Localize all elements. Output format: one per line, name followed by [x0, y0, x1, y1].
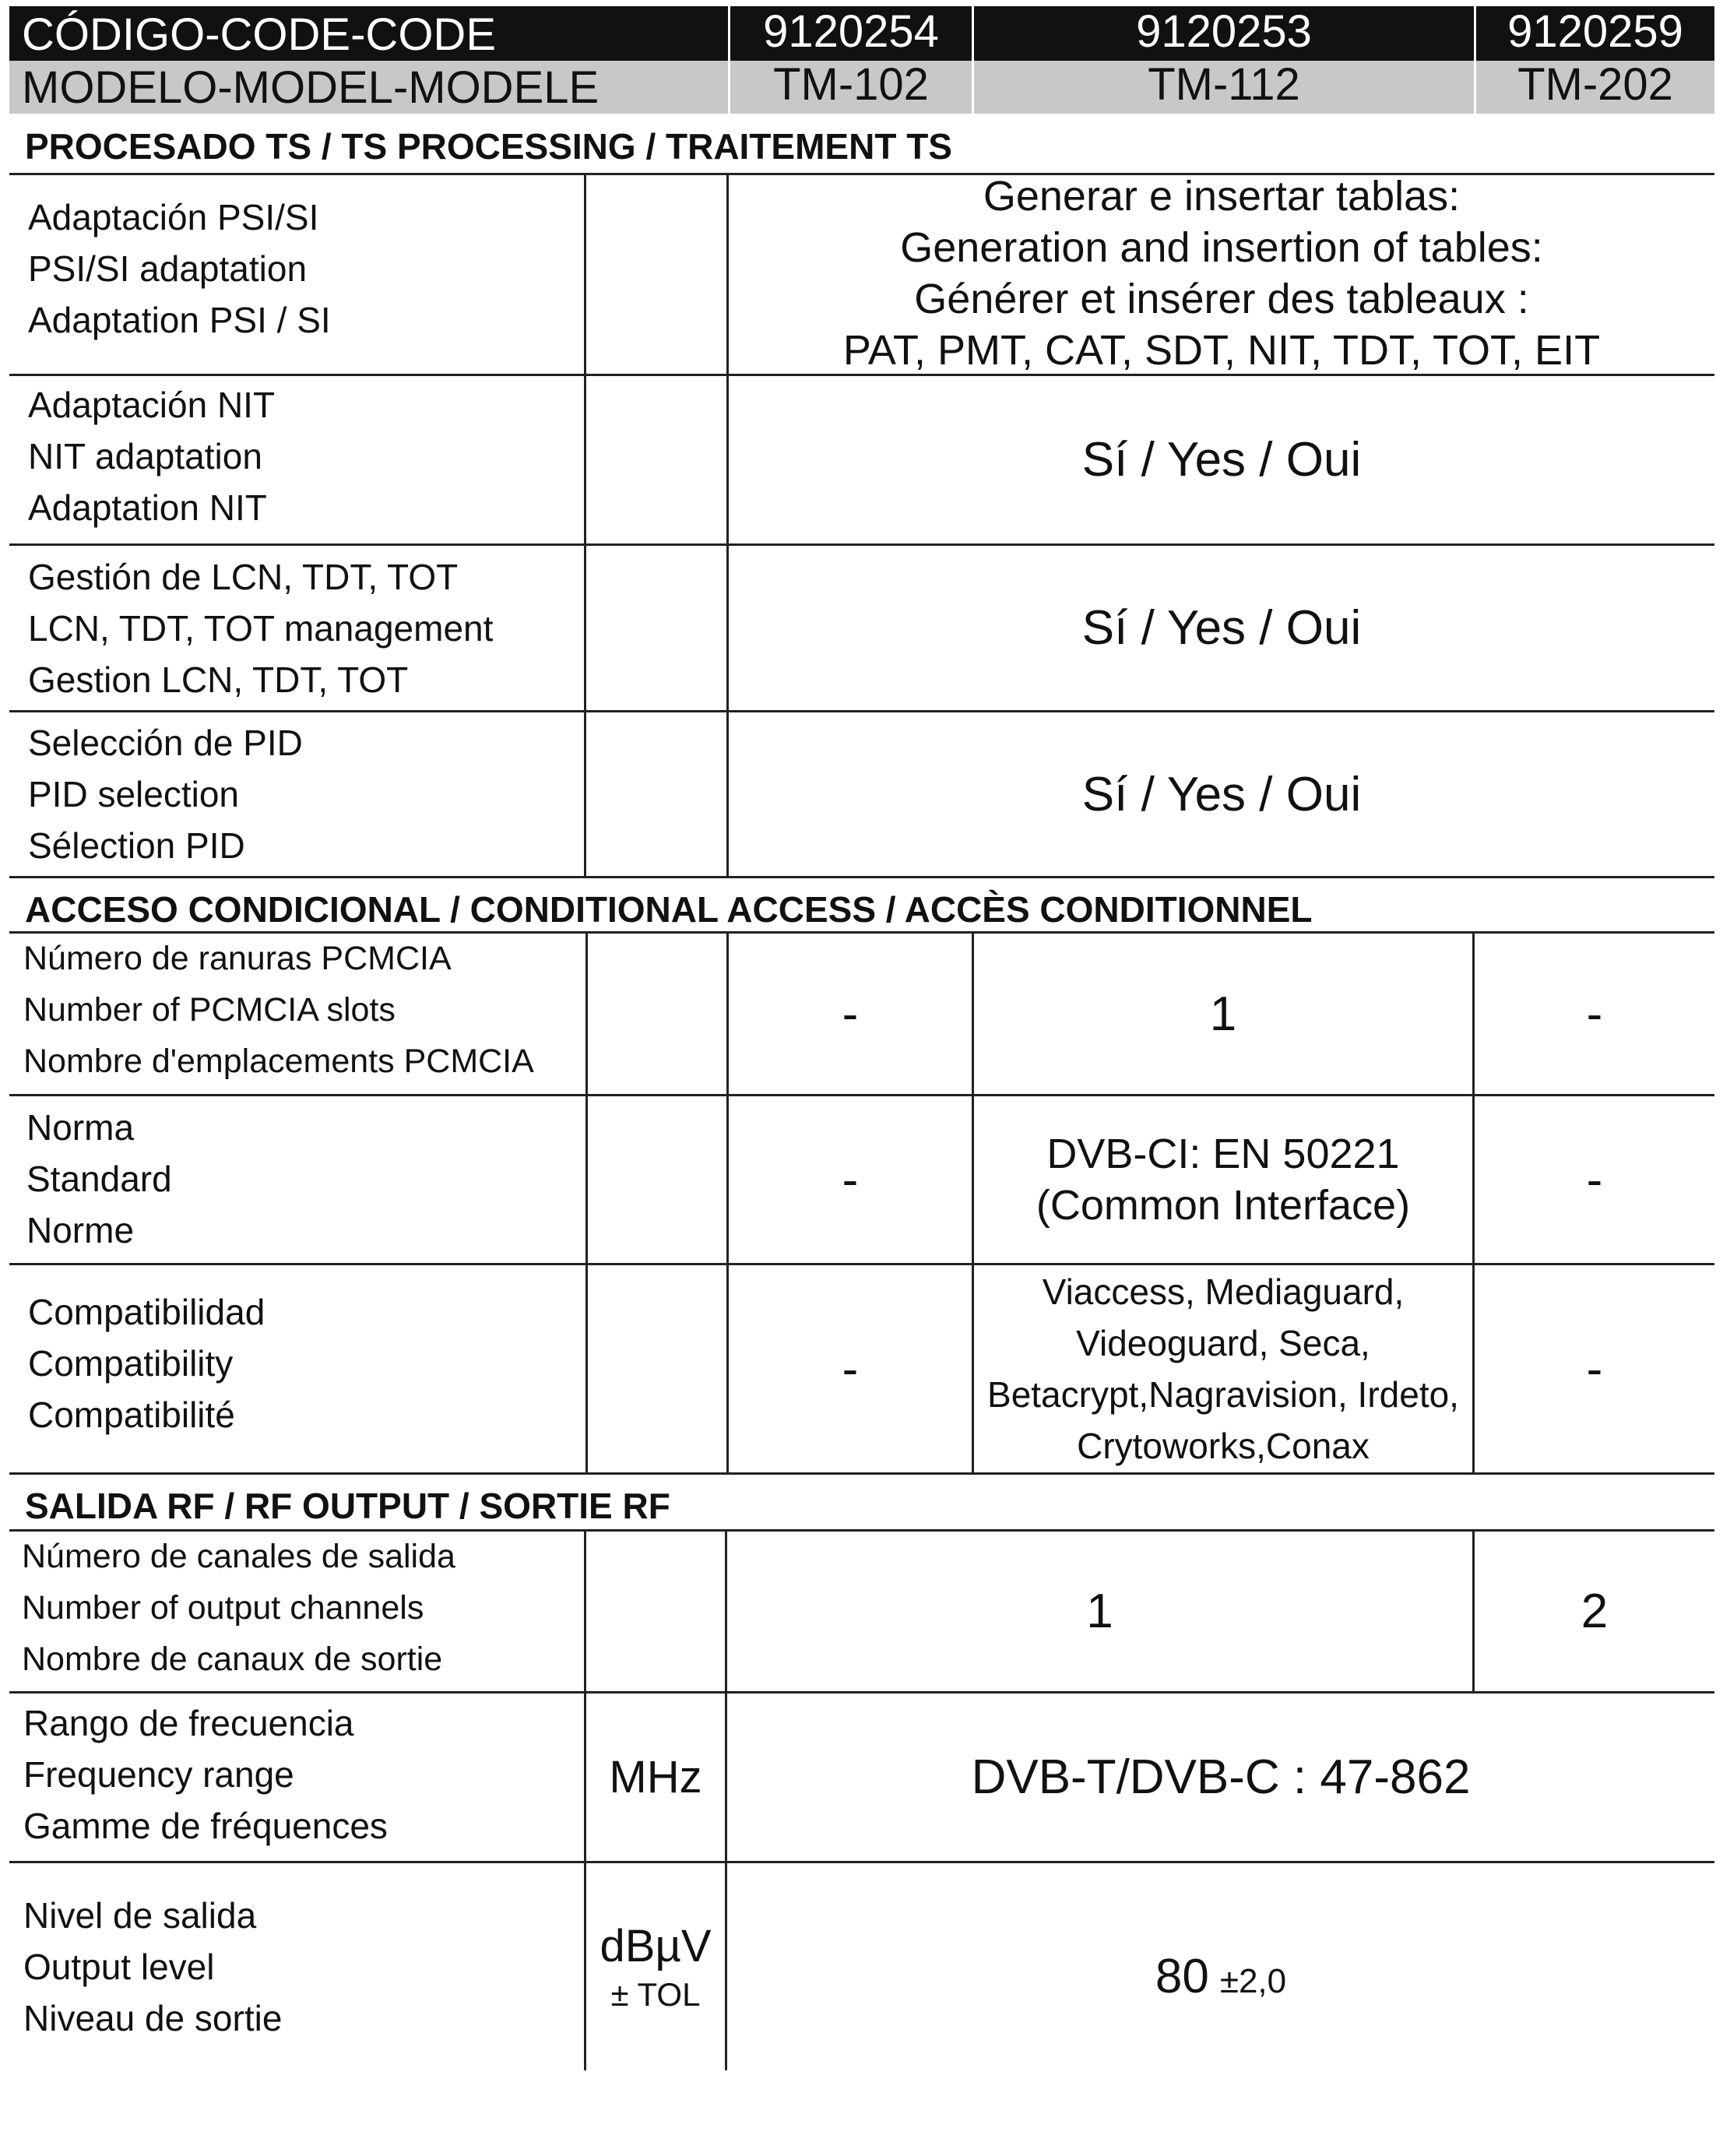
section-conditional-access: ACCESO CONDICIONAL / CONDITIONAL ACCESS / ACCÈS CONDITIONNEL: [25, 889, 1313, 930]
norm-labels: Norma Standard Norme: [26, 1107, 172, 1250]
slots-labels: Número de ranuras PCMCIA Number of PCMCIA slots Nombre d'emplacements PCMCIA: [23, 940, 534, 1080]
slots-value-2: 1: [1209, 987, 1237, 1041]
psi-value: Generar e insertar tablas: Generation and insertion of tables: Générer et insérer des tableaux : PAT, PMT, CAT, SDT, NIT, TDT, TOT, EIT: [842, 173, 1601, 374]
level-value: 80 ±2,0: [1155, 1950, 1287, 2003]
psi-labels: Adaptación PSI/SI PSI/SI adaptation Adaptation PSI / SI: [28, 197, 331, 340]
code-label: CÓDIGO-CODE-CODE: [22, 9, 496, 60]
lcn-value: Sí / Yes / Oui: [1081, 601, 1362, 655]
slots-value-1: -: [842, 987, 859, 1041]
freq-unit: MHz: [609, 1752, 702, 1803]
compat-value-3: -: [1586, 1342, 1603, 1396]
section-ts-processing: PROCESADO TS / TS PROCESSING / TRAITEMENT TS: [25, 126, 952, 167]
model-label: MODELO-MODEL-MODELE: [22, 62, 600, 113]
compat-labels: Compatibilidad Compatibility Compatibilité: [28, 1292, 265, 1435]
product-code-3: 9120259: [1507, 6, 1683, 57]
product-model-1: TM-102: [773, 59, 929, 110]
product-code-1: 9120254: [763, 6, 939, 57]
channels-value-1: 1: [1086, 1584, 1113, 1638]
norm-value-3: -: [1586, 1152, 1603, 1207]
compat-value-2: Viaccess, Mediaguard, Videoguard, Seca, Betacrypt,Nagravision, Irdeto, Crytoworks,Conax: [987, 1271, 1459, 1466]
channels-labels: Número de canales de salida Number of output channels Nombre de canaux de sortie: [22, 1538, 455, 1678]
product-code-2: 9120253: [1136, 6, 1312, 57]
product-model-2: TM-112: [1148, 59, 1300, 110]
level-unit: dBµV ± TOL: [600, 1921, 712, 2013]
freq-value: DVB-T/DVB-C : 47-862: [971, 1750, 1471, 1804]
compat-value-1: -: [842, 1342, 859, 1396]
nit-labels: Adaptación NIT NIT adaptation Adaptation NIT: [28, 385, 276, 528]
freq-labels: Rango de frecuencia Frequency range Gamme de fréquences: [23, 1703, 388, 1846]
pid-value: Sí / Yes / Oui: [1081, 767, 1362, 821]
product-model-3: TM-202: [1517, 59, 1673, 110]
slots-value-3: -: [1586, 987, 1603, 1041]
lcn-labels: Gestión de LCN, TDT, TOT LCN, TDT, TOT management Gestion LCN, TDT, TOT: [28, 557, 494, 700]
pid-labels: Selección de PID PID selection Sélection PID: [28, 723, 303, 866]
norm-value-1: -: [842, 1152, 859, 1207]
channels-value-2: 2: [1581, 1584, 1609, 1638]
section-rf-output: SALIDA RF / RF OUTPUT / SORTIE RF: [25, 1486, 670, 1526]
level-labels: Nivel de salida Output level Niveau de sortie: [23, 1895, 283, 2038]
norm-value-2: DVB-CI: EN 50221 (Common Interface): [1036, 1131, 1411, 1229]
nit-value: Sí / Yes / Oui: [1081, 433, 1362, 487]
